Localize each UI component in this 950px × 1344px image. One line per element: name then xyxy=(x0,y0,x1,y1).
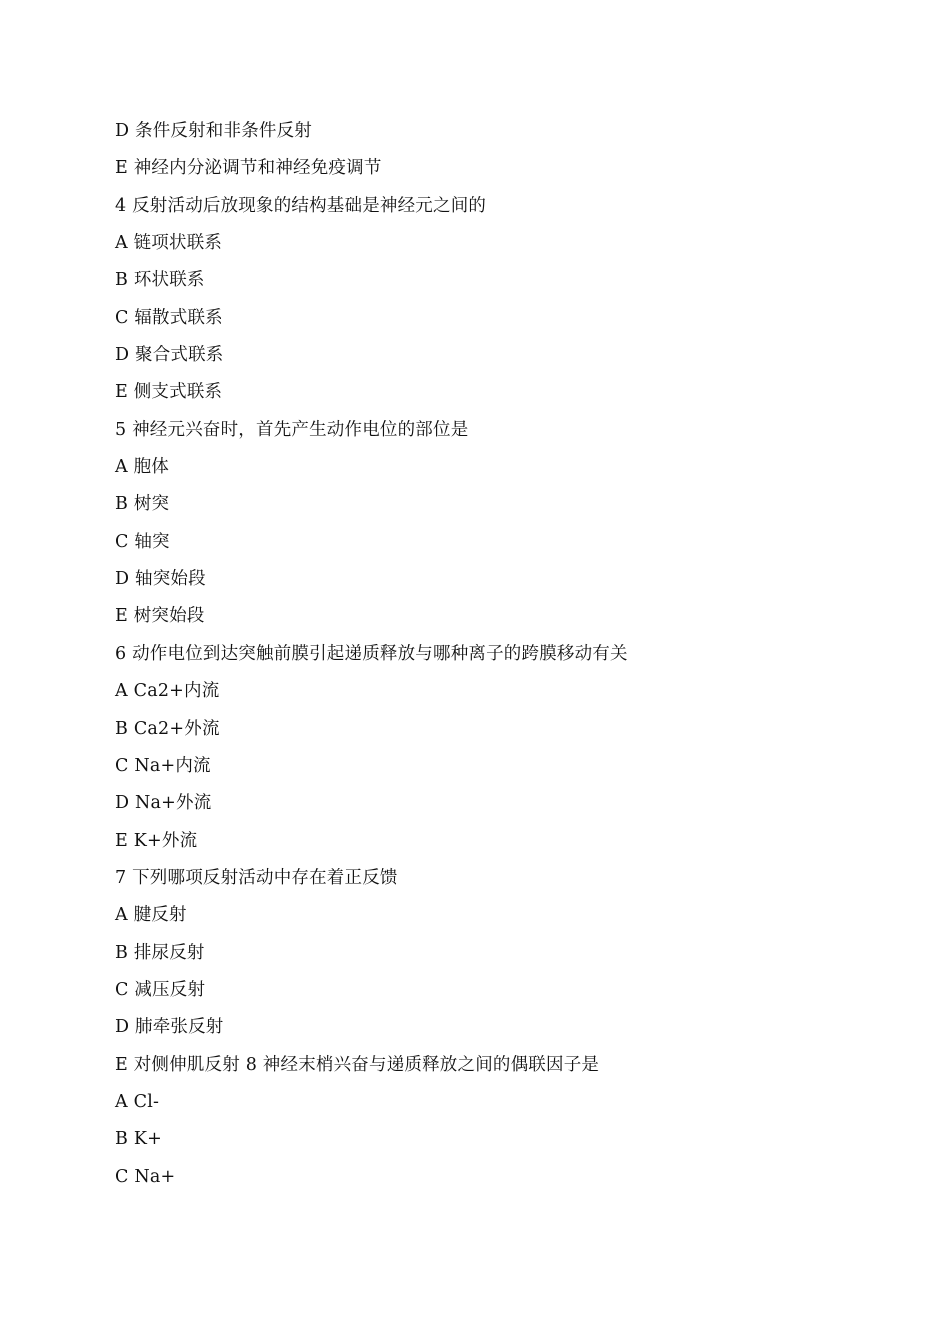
text-line-option-e: E 神经内分泌调节和神经免疫调节 xyxy=(115,158,382,179)
q7-option-e-and-question-8: E 对侧伸肌反射 8 神经末梢兴奋与递质释放之间的偶联因子是 xyxy=(115,1054,600,1075)
question-7: 7 下列哪项反射活动中存在着正反馈 xyxy=(115,867,398,888)
question-text-lines xyxy=(115,113,895,1196)
q5-option-e: E 树突始段 xyxy=(115,606,205,627)
q5-option-d: D 轴突始段 xyxy=(115,569,206,590)
question-6: 6 动作电位到达突触前膜引起递质释放与哪种离子的跨膜移动有关 xyxy=(115,643,628,664)
q8-option-b: B K+ xyxy=(115,1129,162,1150)
q5-option-a: A 胞体 xyxy=(115,457,170,478)
q8-option-a: A Cl- xyxy=(115,1091,160,1112)
q5-option-b: B 树突 xyxy=(115,494,170,515)
question-4: 4 反射活动后放现象的结构基础是神经元之间的 xyxy=(115,195,487,216)
q7-option-c: C 减压反射 xyxy=(115,979,206,1000)
q8-option-c: C Na+ xyxy=(115,1166,176,1187)
q6-option-c: C Na+内流 xyxy=(115,755,211,776)
question-5: 5 神经元兴奋时，首先产生动作电位的部位是 xyxy=(115,419,469,440)
q6-option-a: A Ca2+内流 xyxy=(115,681,220,702)
q6-option-b: B Ca2+外流 xyxy=(115,718,220,739)
text-line-option-d: D 条件反射和非条件反射 xyxy=(115,121,312,141)
q5-option-c: C 轴突 xyxy=(115,531,170,552)
q7-option-b: B 排尿反射 xyxy=(115,942,205,963)
q4-option-e: E 侧支式联系 xyxy=(115,382,223,403)
q4-option-a: A 链项状联系 xyxy=(115,233,223,254)
q6-option-d: D Na+外流 xyxy=(115,793,212,814)
q7-option-a: A 腱反射 xyxy=(115,905,187,926)
q7-option-d: D 肺牵张反射 xyxy=(115,1017,224,1038)
q4-option-b: B 环状联系 xyxy=(115,270,205,291)
q6-option-e: E K+外流 xyxy=(115,830,198,851)
q4-option-c: C 辐散式联系 xyxy=(115,307,223,328)
q4-option-d: D 聚合式联系 xyxy=(115,345,224,366)
